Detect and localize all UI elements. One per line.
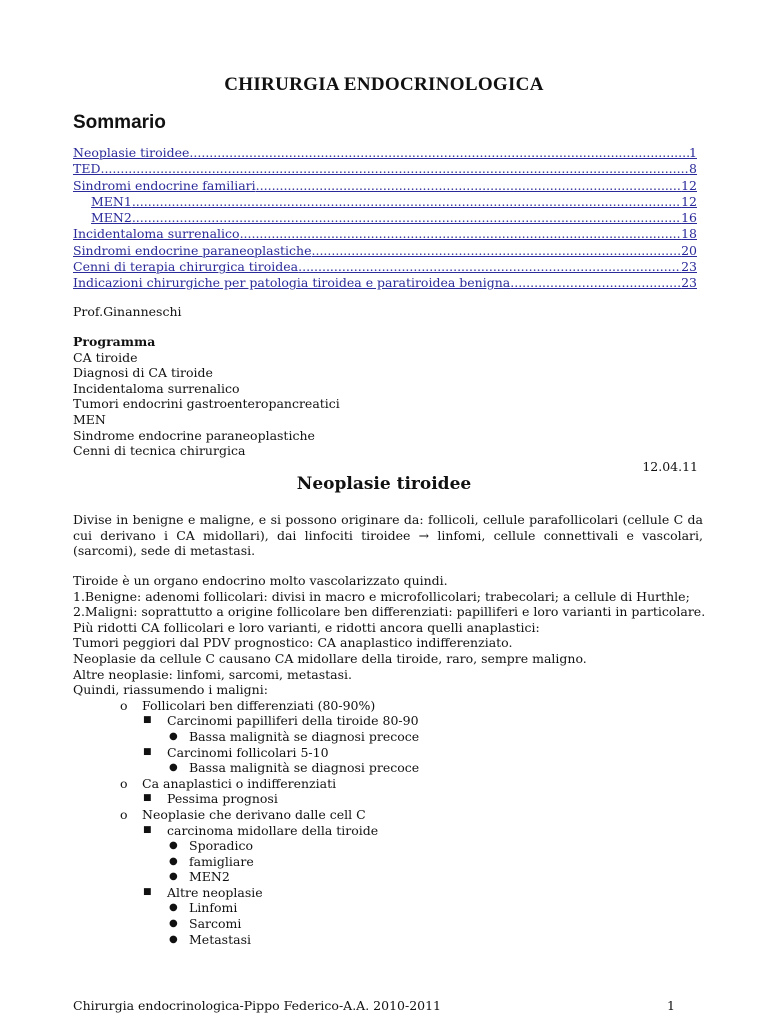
document-title: CHIRURGIA ENDOCRINOLOGICA [224, 74, 544, 95]
toc-link-men2[interactable]: MEN2 ..... 16 [73, 210, 697, 226]
programma-item: Tumori endocrini gastroenteropancreatici [73, 396, 340, 412]
dot-bullet-icon: ● [169, 902, 178, 914]
programma-item: Cenni di tecnica chirurgica [73, 443, 246, 459]
outline-item: o Neoplasie che derivano dalle cell C [120, 806, 366, 822]
outline-item: o Ca anaplastici o indifferenziati [120, 775, 337, 791]
outline-item: ● Bassa malignità se diagnosi precoce [169, 760, 420, 776]
square-bullet-icon: ■ [143, 886, 152, 897]
programma-item: Sindrome endocrine paraneoplastiche [73, 427, 315, 443]
body-line: Tumori peggiori dal PDV prognostico: CA anaplastico indifferenziato. [73, 635, 513, 651]
hollow-circle-bullet-icon: o [120, 775, 128, 791]
outline-item: ■ Altre neoplasie [143, 884, 263, 900]
outline-item: ■ carcinoma midollare della tiroide [143, 822, 379, 838]
toc-link-indicazioni-chirurgiche[interactable]: Indicazioni chirurgiche per patologia tiroidea e paratiroidea benigna ..... 23 [73, 275, 697, 291]
programma-section [73, 334, 703, 459]
dot-bullet-icon: ● [169, 730, 178, 742]
outline-item: ● MEN2 [169, 869, 230, 885]
body-line: 1.Benigne: adenomi follicolari: divisi in macro e microfollicolari; trabecolari; a cellule di Hurthle; [73, 588, 690, 604]
dot-bullet-icon: ● [169, 871, 178, 883]
dot-bullet-icon: ● [169, 840, 178, 852]
toc-link-incidentaloma-surrenalico[interactable]: Incidentaloma surrenalico ..... 18 [73, 226, 697, 242]
programma-item: MEN [73, 411, 106, 427]
toc-link-neoplasie-tiroidee[interactable]: Neoplasie tiroidee ..... 1 [73, 145, 697, 161]
outline-item: ● Sarcomi [169, 916, 242, 932]
dot-bullet-icon: ● [169, 918, 178, 930]
lecture-date: 12.04.11 [642, 459, 698, 474]
outline-item: ■ Carcinomi follicolari 5-10 [143, 744, 329, 760]
toc-link-men1[interactable]: MEN1 ..... 12 [73, 194, 697, 210]
dot-bullet-icon: ● [169, 855, 178, 867]
outline-item: ● Bassa malignità se diagnosi precoce [169, 728, 420, 744]
section-title: Neoplasie tiroidee [296, 474, 472, 494]
toc-link-ted[interactable]: TED ..... 8 [73, 161, 697, 177]
body-line: Tiroide è un organo endocrino molto vascolarizzato quindi. [73, 573, 448, 588]
outline-item: ● Sporadico [169, 838, 254, 854]
professor-name: Prof.Ginanneschi [73, 304, 182, 319]
outline-item: o Follicolari ben differenziati (80-90%) [120, 697, 376, 713]
programma-item: Incidentaloma surrenalico [73, 380, 240, 396]
page-number: 1 [667, 998, 675, 1013]
toc-link-sindromi-endocrine-familiari[interactable]: Sindromi endocrine familiari ..... 12 [73, 178, 697, 194]
outline-item: ■ Carcinomi papilliferi della tiroide 80-90 [143, 713, 419, 729]
toc-link-sindromi-paraneoplastiche[interactable]: Sindromi endocrine paraneoplastiche ..... 20 [73, 243, 697, 259]
toc-heading: Sommario [73, 112, 166, 133]
square-bullet-icon: ■ [143, 746, 152, 757]
body-line: Quindi, riassumendo i maligni: [73, 682, 268, 698]
table-of-contents [73, 145, 697, 292]
hollow-circle-bullet-icon: o [120, 697, 128, 713]
outline-item: ■ Pessima prognosi [143, 791, 278, 807]
outline-item: ● Linfomi [169, 900, 238, 916]
outline-item: ● Metastasi [169, 931, 251, 947]
programma-item: CA tiroide [73, 349, 138, 365]
body-line: Più ridotti CA follicolari e loro varianti, e ridotti ancora quelli anaplastici: [73, 619, 540, 635]
outline-item: ● famigliare [169, 853, 254, 869]
dot-bullet-icon: ● [169, 933, 178, 945]
hollow-circle-bullet-icon: o [120, 806, 128, 822]
body-line: Neoplasie da cellule C causano CA midollare della tiroide, raro, sempre maligno. [73, 650, 587, 666]
body-line: Altre neoplasie: linfomi, sarcomi, metastasi. [73, 666, 352, 682]
square-bullet-icon: ■ [143, 793, 152, 804]
programma-heading: Programma [73, 334, 156, 349]
body-line: 2.Maligni: soprattutto a origine follicolare ben differenziati: papilliferi e loro varianti in particolare. [73, 604, 706, 620]
intro-paragraph: Divise in benigne e maligne, e si possono originare da: follicoli, cellule parafollicolari (cellule C da cui derivano i CA midollari), dai linfociti tiroidee → linfomi, cellule connettivali e vascolari, (sarcomi), sede di metastasi. [73, 512, 703, 559]
page-footer: Chirurgia endocrinologica-Pippo Federico-A.A. 2010-2011 [73, 998, 442, 1013]
square-bullet-icon: ■ [143, 824, 152, 835]
toc-link-cenni-terapia-chirurgica[interactable]: Cenni di terapia chirurgica tiroidea ..... 23 [73, 259, 697, 275]
square-bullet-icon: ■ [143, 715, 152, 726]
dot-bullet-icon: ● [169, 762, 178, 774]
programma-item: Diagnosi di CA tiroide [73, 365, 213, 381]
body-text [73, 573, 706, 947]
